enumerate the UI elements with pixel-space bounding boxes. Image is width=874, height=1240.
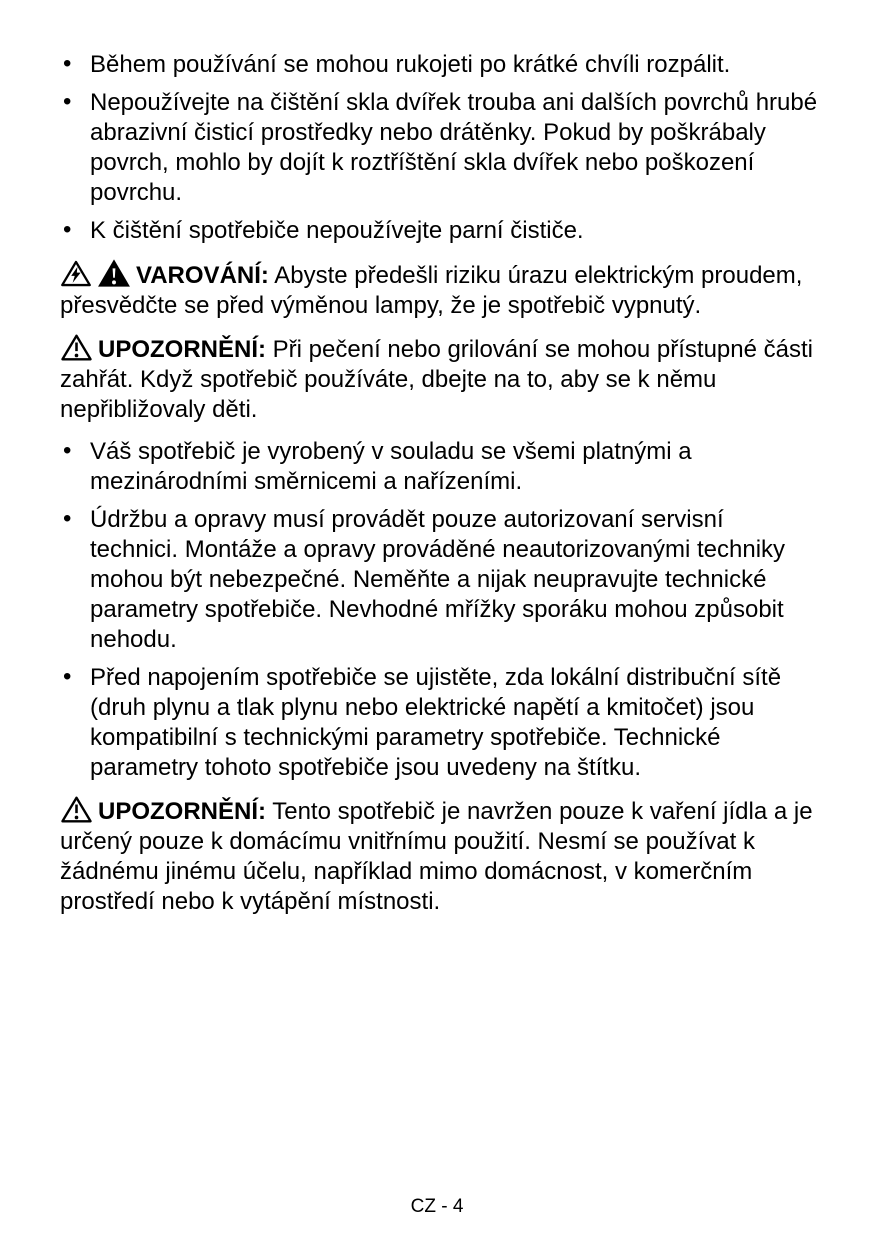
- warning-paragraph-upozorneni-1: [60, 333, 818, 425]
- warning-paragraph-upozorneni-2: [60, 795, 818, 917]
- page-footer: [0, 1196, 874, 1218]
- bullet-icon: •: [63, 505, 72, 532]
- list-item: [60, 663, 818, 783]
- bullet-list-compliance-service: [60, 437, 818, 783]
- filled-warning-triangle-icon: [97, 258, 131, 288]
- list-item-text: Před napojením spotřebiče se ujistěte, zda lokální distribuční sítě (druh plynu a tlak plynu nebo elektrické napětí a kmitočet) jsou kompatibilní s technickými parametry spotřebiče. Technické parametry tohoto spotřebiče jsou uvedeny na štítku.: [90, 664, 782, 781]
- warning-label: UPOZORNĚNÍ:: [98, 336, 266, 363]
- list-item: [60, 50, 818, 80]
- warning-text: Tento spotřebič je navržen pouze k vaření jídla a je určený pouze k domácímu vnitřnímu použití. Nesmí se používat k žádnému jinému účelu, například mimo domácnost, v komerčním prostředí nebo k vytápění místnosti.: [60, 798, 813, 915]
- outline-warning-triangle-icon: [60, 333, 93, 362]
- bullet-icon: •: [63, 437, 72, 464]
- bullet-icon: •: [63, 663, 72, 690]
- outline-warning-triangle-icon: [60, 795, 93, 824]
- list-item: [60, 216, 818, 246]
- bullet-icon: •: [63, 50, 72, 77]
- warning-text: Při pečení nebo grilování se mohou přístupné části zahřát. Když spotřebič používáte, dbejte na to, aby se k němu nepřibližovaly děti.: [60, 336, 813, 423]
- bullet-list-safety-cleaning: [60, 50, 818, 246]
- bullet-icon: •: [63, 88, 72, 115]
- list-item-text: Údržbu a opravy musí provádět pouze autorizovaní servisní technici. Montáže a opravy prováděné neautorizovanými techniky mohou být nebezpečné. Neměňte a nijak neupravujte technické parametry spotřebiče. Nevhodné mřížky sporáku mohou způsobit nehodu.: [90, 506, 786, 653]
- list-item-text: Váš spotřebič je vyrobený v souladu se všemi platnými a mezinárodními směrnicemi a nařízeními.: [90, 438, 692, 495]
- lightning-warning-triangle-icon: [60, 259, 92, 288]
- list-item-text: Nepoužívejte na čištění skla dvířek trouba ani dalších povrchů hrubé abrazivní čisticí prostředky nebo drátěnky. Pokud by poškrábaly povrch, mohlo by dojít k roztříštění skla dvířek nebo poškození povrchu.: [90, 89, 818, 206]
- list-item-text: Během používání se mohou rukojeti po krátké chvíli rozpálit.: [90, 51, 731, 78]
- warning-text: Abyste předešli riziku úrazu elektrickým proudem, přesvědčte se před výměnou lampy, že je spotřebič vypnutý.: [60, 262, 803, 319]
- list-item: [60, 437, 818, 497]
- warning-label: VAROVÁNÍ:: [136, 262, 269, 289]
- page-number: CZ - 4: [410, 1196, 464, 1217]
- list-item-text: K čištění spotřebiče nepoužívejte parní čističe.: [90, 217, 584, 244]
- warning-paragraph-varovani: [60, 258, 818, 321]
- bullet-icon: •: [63, 216, 72, 243]
- list-item: [60, 88, 818, 208]
- warning-label: UPOZORNĚNÍ:: [98, 798, 266, 825]
- list-item: [60, 505, 818, 655]
